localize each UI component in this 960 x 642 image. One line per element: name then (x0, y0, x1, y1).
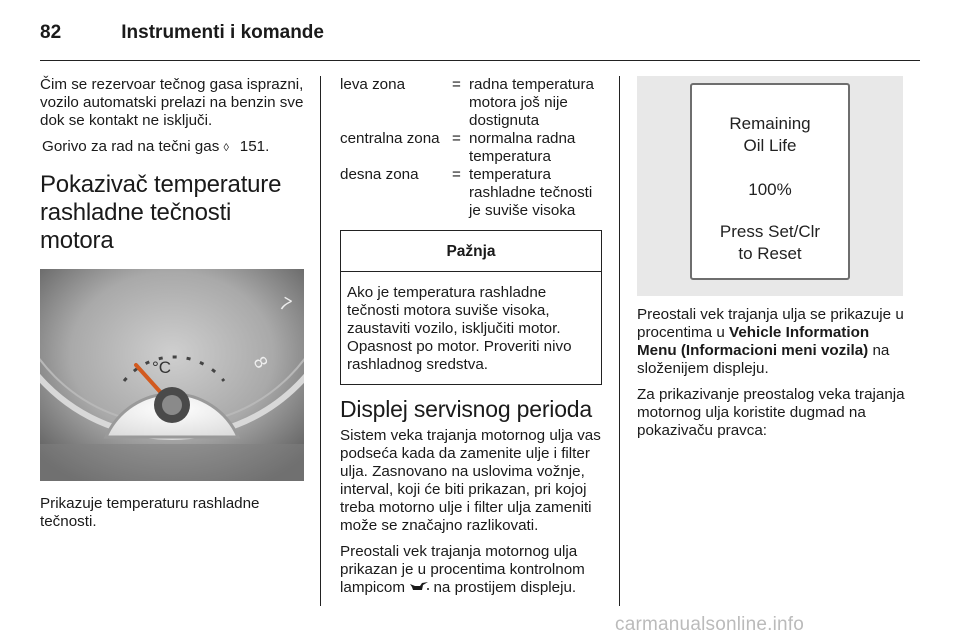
oil-paragraph-1-start: Preostali vek trajanja ulja se prikazuje u procentima u (637, 306, 904, 341)
warning-notice (340, 230, 602, 385)
zone-term: centralna zona (340, 130, 440, 147)
page-header (40, 22, 324, 44)
coolant-gauge-image (40, 269, 304, 481)
section-title-coolant: Pokazivač temperature rashladne tečnosti motora (40, 171, 282, 254)
zone-description: normalna radna temperatura (469, 130, 576, 165)
header-rule (40, 60, 920, 61)
display-line-oil-life: Oil Life (743, 136, 797, 155)
zone-row-right (340, 166, 602, 220)
column-right (637, 76, 905, 448)
svg-text:°C: °C (152, 358, 172, 377)
zone-row-center (340, 130, 602, 166)
display-line-remaining: Remaining (729, 114, 811, 133)
fuel-reference-text: Gorivo za rad na tečni gas (42, 138, 220, 155)
page-reference-icon: ◊ (223, 142, 229, 154)
oil-life-display-image (637, 76, 903, 296)
gauge-caption: Prikazuje temperaturu rashladne tečnosti. (40, 495, 260, 530)
zone-equals: = (452, 166, 461, 183)
zone-equals: = (452, 130, 461, 147)
notice-body: Ako je temperatura rashladne tečnosti motora suviše visoka, zaustaviti vozilo, isključiti motor. Opasnost po motor. Proveriti nivo rashladnog sredstva. (347, 284, 572, 373)
display-line-reset: to Reset (738, 244, 802, 263)
svg-text:8: 8 (249, 353, 272, 372)
service-paragraph-2-end: na prostijem displeju. (433, 579, 577, 596)
oil-life-screen (690, 83, 850, 280)
column-divider-1 (320, 76, 321, 606)
zone-definitions (340, 76, 602, 220)
svg-text:7: 7 (276, 293, 295, 316)
fuel-reference-page[interactable]: 151. (239, 138, 270, 155)
zone-description: temperatura rashladne tečnosti je suviše visoka (469, 166, 593, 219)
page-number: 82 (40, 22, 62, 43)
service-paragraph-1: Sistem veka trajanja motornog ulja vas podseća kada da zamenite ulje i filter ulja. Zasnovano na uslovima vožnje, interval, koji će biti prikazan, pri kojoj treba motorno ulje i filter ulja zameniti može se značajno razlikovati. (340, 427, 601, 534)
column-divider-2 (619, 76, 620, 606)
zone-equals: = (452, 76, 461, 93)
fuel-reference (40, 138, 304, 157)
notice-title: Pažnja (341, 231, 601, 272)
page-title: Instrumenti i komande (121, 22, 324, 43)
zone-term: leva zona (340, 76, 406, 93)
display-oil-percent: 100% (748, 180, 792, 199)
zone-row-left (340, 76, 602, 130)
zone-term: desna zona (340, 166, 419, 183)
zone-description: radna temperatura motora još nije dostignuta (469, 76, 594, 129)
oil-paragraph-2: Za prikazivanje preostalog veka trajanja motornog ulja koristite dugmad na pokazivaču pravca: (637, 386, 905, 439)
service-paragraph-2 (340, 543, 602, 597)
section-title-service: Displej servisnog perioda (340, 396, 592, 422)
column-middle (340, 76, 602, 605)
display-line-press: Press Set/Clr (719, 222, 821, 241)
oil-paragraph-1 (637, 306, 905, 378)
coolant-gauge-illustration (40, 269, 304, 481)
oil-paragraph-1-end: na složenijem displeju. (637, 342, 890, 377)
vehicle-info-menu-term: Vehicle Information Menu (Informacioni meni vozila) (637, 324, 870, 359)
column-left (40, 76, 304, 539)
oil-can-icon (409, 579, 429, 596)
intro-paragraph: Čim se rezervoar tečnog gasa isprazni, vozilo automatski prelazi na benzin sve dok se kontakt ne isključi. (40, 76, 304, 129)
watermark: carmanualsonline.info (615, 614, 805, 635)
service-paragraph-2-start: Preostali vek trajanja motornog ulja prikazan je u procentima kontrolnom lampicom (340, 543, 585, 596)
